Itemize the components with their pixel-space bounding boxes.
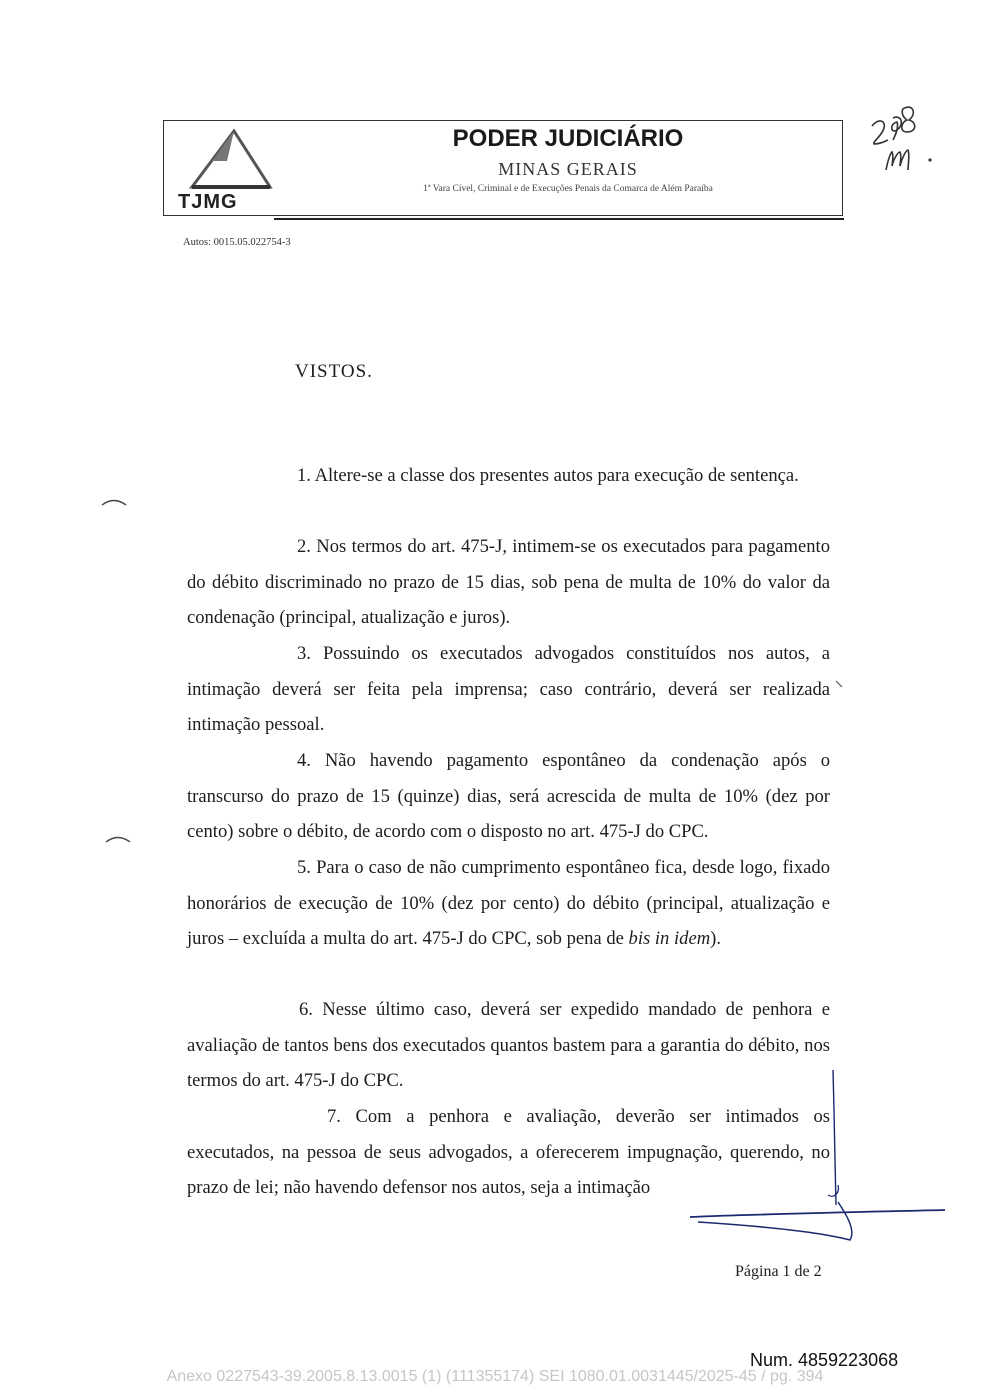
paragraph-1: 1. Altere-se a classe dos presentes autos para execução de sentença. — [297, 465, 799, 486]
paragraph-5-text: 5. Para o caso de não cumprimento espontâneo fica, desde logo, fixado honorários de execução de 10% (dez por cento) do débito (principal, atualização e juros – excluída a multa do art. 475-J do CPC, sob pena de — [187, 857, 830, 949]
paragraph-5-end: ). — [710, 928, 721, 949]
paragraph-2: 2. Nos termos do art. 475-J, intimem-se os executados para pagamento do débito discriminado no prazo de 15 dias, sob pena de multa de 10% do valor da condenação (principal, atualização e juros). — [187, 536, 830, 628]
paragraph-5-italic: bis in idem — [628, 928, 711, 949]
court-name: 1ª Vara Cível, Criminal e de Execuções Penais da Comarca de Além Paraíba — [423, 184, 713, 194]
logo-text: TJMG — [178, 191, 238, 213]
header-title: PODER JUDICIÁRIO — [452, 125, 684, 152]
case-number: Autos: 0015.05.022754-3 — [183, 237, 291, 248]
paragraph-4: 4. Não havendo pagamento espontâneo da condenação após o transcurso do prazo de 15 (quinze) dias, será acrescida de multa de 10% (dez por cento) sobre o débito, de acordo com o disposto no art. 475-J do CPC. — [187, 750, 830, 842]
paragraph-6: 6. Nesse último caso, deverá ser expedido mandado de penhora e avaliação de tantos bens dos executados quantos bastem para a garantia do débito, nos termos do art. 475-J do CPC. — [187, 999, 830, 1091]
opening-vistos: VISTOS. — [295, 361, 373, 382]
document-number: Num. 4859223068 — [750, 1350, 899, 1370]
paragraph-3: 3. Possuindo os executados advogados constituídos nos autos, a intimação deverá ser feita pela imprensa; caso contrário, deverá ser realizada intimação pessoal. — [187, 643, 830, 735]
header-subtitle: MINAS GERAIS — [498, 159, 638, 179]
page-number: Página 1 de 2 — [735, 1263, 822, 1280]
footer-watermark: Anexo 0227543-39.2005.8.13.0015 (1) (111355174) SEI 1080.01.0031445/2025-45 / pg. 394 — [166, 1368, 824, 1385]
paragraph-7: 7. Com a penhora e avaliação, deverão ser intimados os executados, na pessoa de seus advogados, a oferecerem impugnação, querendo, no prazo de lei; não havendo defensor nos autos, seja a intimação — [187, 1106, 830, 1198]
